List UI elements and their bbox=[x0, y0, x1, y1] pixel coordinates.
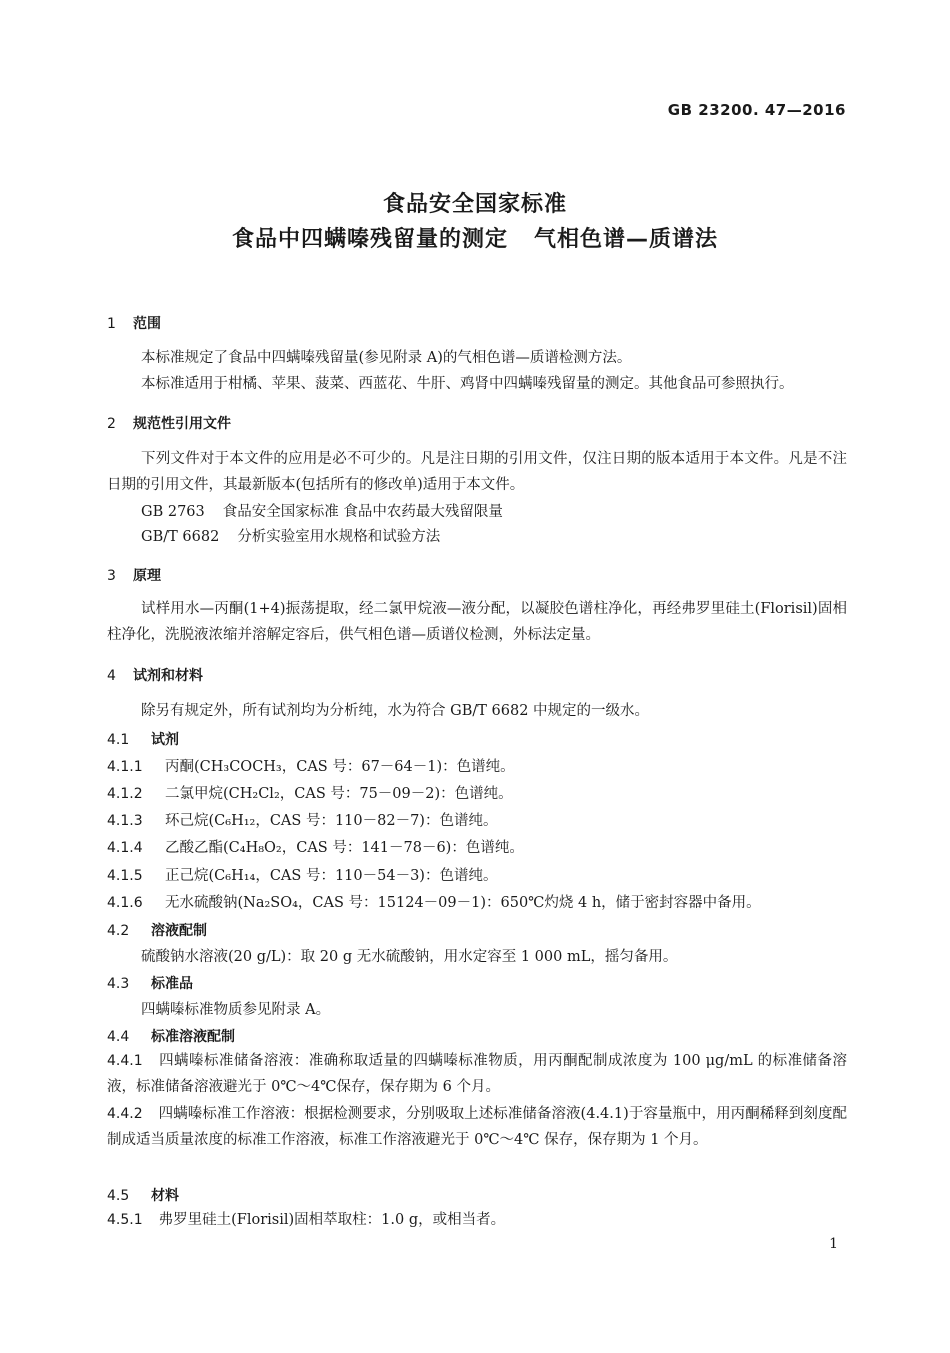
section-1-paragraph-1: 本标准规定了食品中四螨嗪残留量(参见附录 A)的气相色谱—质谱检测方法。 bbox=[141, 350, 632, 366]
reagent-item: 4.1.4 乙酸乙酯(C₄H₈O₂，CAS 号：141－78－6)：色谱纯。 bbox=[107, 840, 524, 856]
section-heading-4: 4 试剂和材料 bbox=[107, 668, 203, 684]
page-number: 1 bbox=[829, 1236, 838, 1252]
reagent-item: 4.1.2 二氯甲烷(CH₂Cl₂，CAS 号：75－09－2)：色谱纯。 bbox=[107, 786, 513, 802]
document-title-line1: 食品安全国家标准 bbox=[382, 192, 567, 217]
subsection-heading-4-4: 4.4 标准溶液配制 bbox=[107, 1029, 235, 1045]
section-heading-3: 3 原理 bbox=[107, 568, 161, 584]
stock-solution-item: 4.4.1 四螨嗪标准储备溶液：准确称取适量的四螨嗪标准物质，用丙酮配制成浓度为 100 μg/mL 的标准储备溶液，标准储备溶液避光于 0℃～4℃保存，保存期为 6 个月。 bbox=[107, 1053, 847, 1095]
reagent-item: 4.1.1 丙酮(CH₃COCH₃，CAS 号：67－64－1)：色谱纯。 bbox=[107, 759, 515, 775]
standard-code: GB 23200. 47—2016 bbox=[667, 101, 846, 119]
reagent-item: 4.1.6 无水硫酸钠(Na₂SO₄，CAS 号：15124－09－1)：650℃灼烧 4 h，储于密封容器中备用。 bbox=[107, 895, 761, 911]
section-heading-2: 2 规范性引用文件 bbox=[107, 416, 231, 432]
section-1-paragraph-2: 本标准适用于柑橘、苹果、菠菜、西蓝花、牛肝、鸡肾中四螨嗪残留量的测定。其他食品可参照执行。 bbox=[141, 376, 794, 392]
subsection-heading-4-1: 4.1 试剂 bbox=[107, 732, 179, 748]
title-part-a: 食品中四螨嗪残留量的测定 bbox=[231, 227, 508, 252]
title-part-b: 气相色谱—质谱法 bbox=[534, 227, 719, 252]
subsection-heading-4-5: 4.5 材料 bbox=[107, 1188, 179, 1204]
subsection-heading-4-3: 4.3 标准品 bbox=[107, 976, 193, 992]
reference-gb-t-6682: GB/T 6682 分析实验室用水规格和试验方法 bbox=[141, 529, 441, 545]
standard-material-text: 四螨嗪标准物质参见附录 A。 bbox=[141, 1002, 331, 1018]
working-solution-item: 4.4.2 四螨嗪标准工作溶液：根据检测要求，分别吸取上述标准储备溶液(4.4.1)于容量瓶中，用丙酮稀释到刻度配制成适当质量浓度的标准工作溶液，标准工作溶液避光于 0℃～4℃ 保存，保存期为 1 个月。 bbox=[107, 1106, 847, 1148]
document-title-line2 bbox=[0, 222, 950, 253]
section-4-paragraph: 除另有规定外，所有试剂均为分析纯，水为符合 GB/T 6682 中规定的一级水。 bbox=[141, 703, 650, 719]
section-heading-1: 1 范围 bbox=[107, 316, 161, 332]
section-3-paragraph: 试样用水—丙酮(1+4)振荡提取，经二氯甲烷液—液分配，以凝胶色谱柱净化，再经弗罗里硅土(Florisil)固相柱净化，洗脱液浓缩并溶解定容后，供气相色谱—质谱仪检测，外标法定量。 bbox=[107, 601, 847, 643]
subsection-heading-4-2: 4.2 溶液配制 bbox=[107, 923, 207, 939]
section-2-paragraph: 下列文件对于本文件的应用是必不可少的。凡是注日期的引用文件，仅注日期的版本适用于本文件。凡是不注日期的引用文件，其最新版本(包括所有的修改单)适用于本文件。 bbox=[107, 451, 847, 493]
reagent-item: 4.1.3 环己烷(C₆H₁₂，CAS 号：110－82－7)：色谱纯。 bbox=[107, 813, 498, 829]
reagent-item: 4.1.5 正己烷(C₆H₁₄，CAS 号：110－54－3)：色谱纯。 bbox=[107, 868, 498, 884]
solution-text: 硫酸钠水溶液(20 g/L)：取 20 g 无水硫酸钠，用水定容至 1 000 mL，摇匀备用。 bbox=[141, 949, 678, 965]
material-item: 4.5.1 弗罗里硅土(Florisil)固相萃取柱：1.0 g，或相当者。 bbox=[107, 1212, 506, 1228]
reference-gb-2763: GB 2763 食品安全国家标准 食品中农药最大残留限量 bbox=[141, 504, 503, 520]
